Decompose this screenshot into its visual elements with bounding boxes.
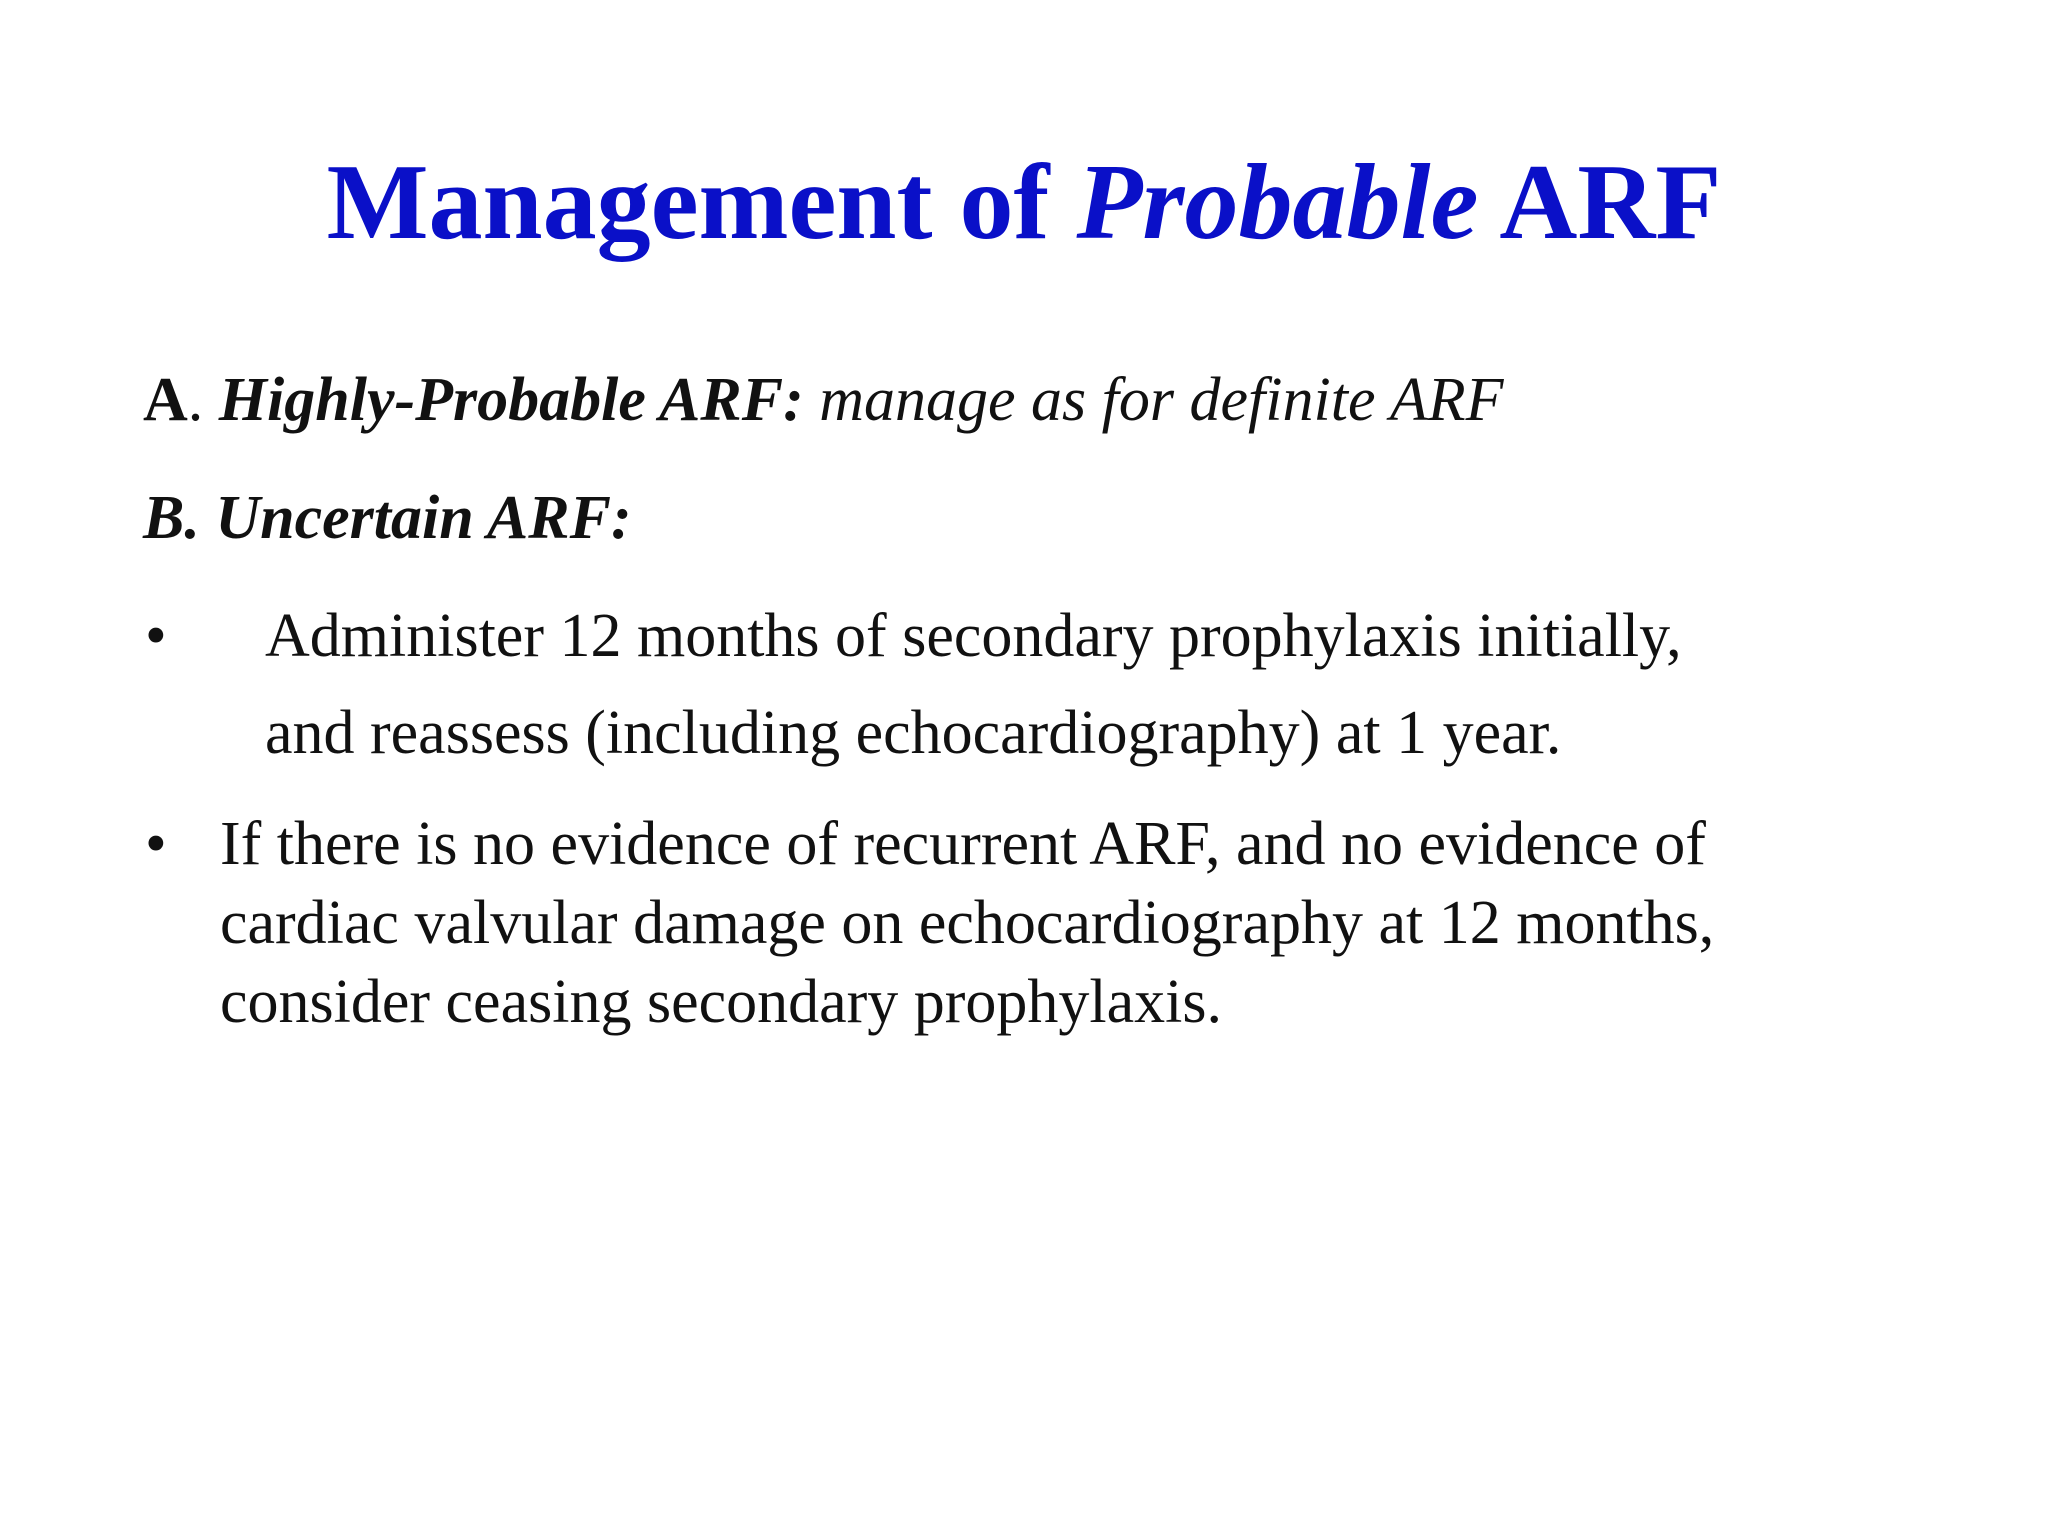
title-part-2: Probable [1076, 143, 1479, 262]
bullet-1-symbol: • [145, 602, 167, 670]
bullet-1-line-1: Administer 12 months of secondary prophylaxis initially, [265, 602, 1682, 670]
bullet-2-line-3: consider ceasing secondary prophylaxis. [220, 968, 1223, 1036]
item-a-letter: A [143, 366, 188, 434]
bullet-1-line-2: and reassess (including echocardiography) at 1 year. [265, 699, 1562, 767]
item-a-heading: Highly-Probable ARF: [218, 366, 804, 434]
title-part-3: ARF [1478, 143, 1722, 262]
item-a-text: manage as for definite ARF [803, 366, 1504, 434]
item-a-dot: . [187, 366, 219, 434]
item-b-heading: B. Uncertain ARF: [143, 484, 632, 552]
bullet-2-line-2: cardiac valvular damage on echocardiography at 12 months, [220, 889, 1715, 957]
item-a [143, 362, 1503, 438]
bullet-2-line-1: If there is no evidence of recurrent ARF, and no evidence of [220, 810, 1706, 878]
bullet-2-symbol: • [145, 810, 167, 878]
slide-title [0, 138, 2048, 268]
title-part-1: Management of [326, 143, 1077, 262]
